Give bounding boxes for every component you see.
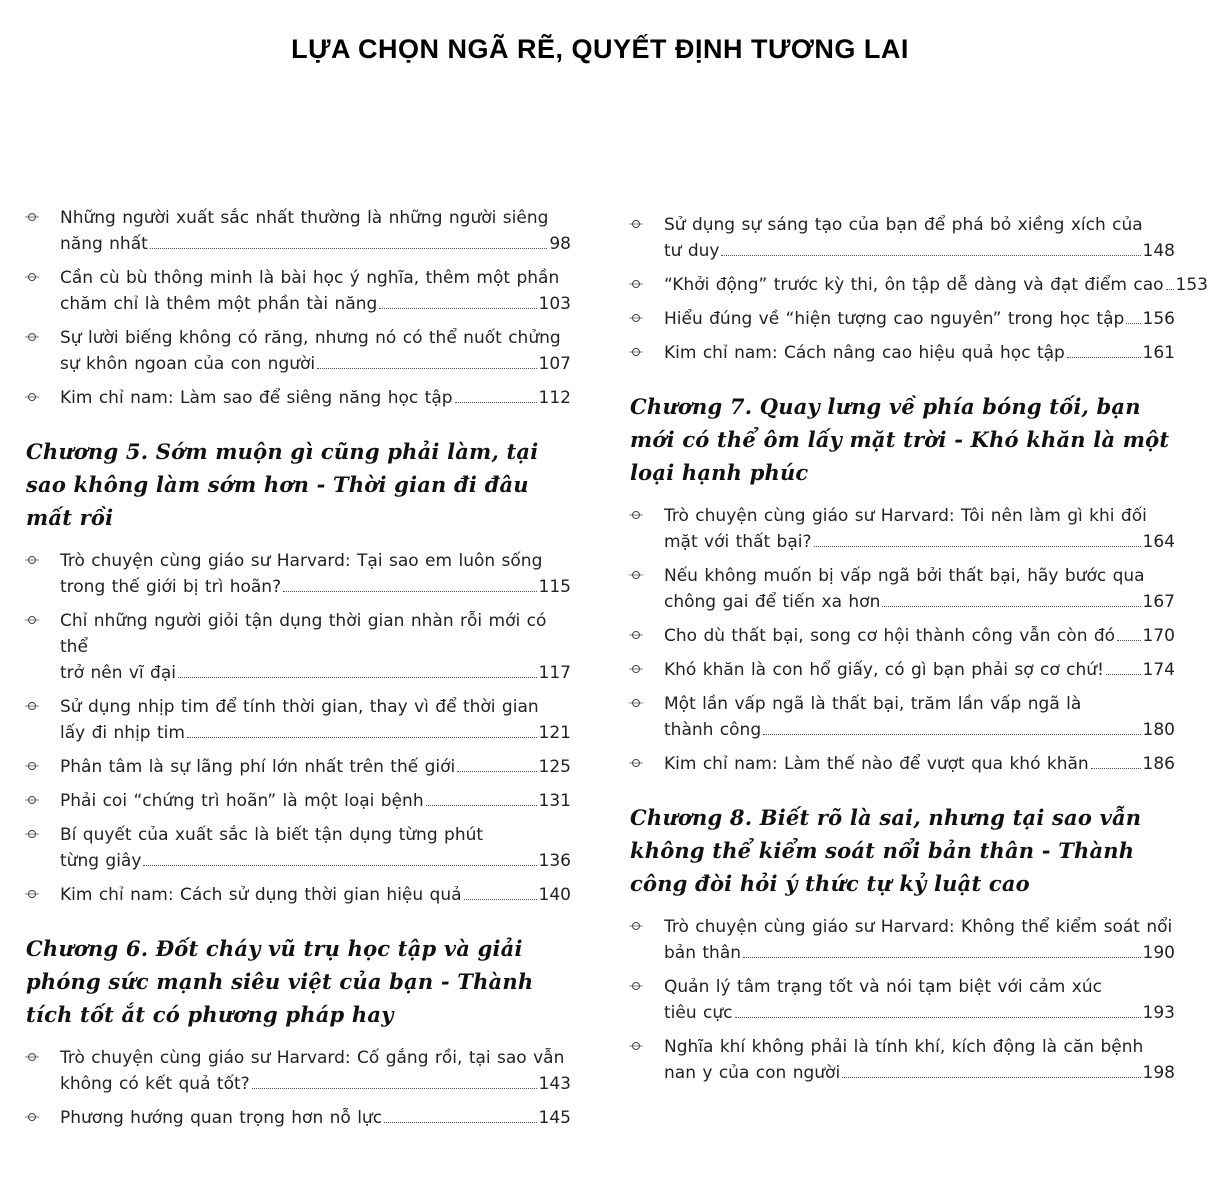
entry-title-end: từng giây [60,851,142,871]
dot-leader [150,248,548,249]
bullet-icon [28,890,36,898]
entry-leader-line [664,589,1175,615]
dot-leader [763,734,1140,735]
toc-entry [26,1105,571,1131]
page-number: 170 [1142,626,1175,646]
entry-leader-line [664,238,1175,264]
page-number: 193 [1142,1003,1175,1023]
entry-leader-line [664,717,1175,743]
page-title: LỰA CHỌN NGÃ RẼ, QUYẾT ĐỊNH TƯƠNG LAI [291,34,909,64]
bullet-icon [632,922,640,930]
entry-title-end: tiêu cực [664,1003,733,1023]
page-number: 115 [538,577,571,597]
entry-title-end: nan y của con người [664,1063,841,1083]
toc-entry [26,788,571,814]
dot-leader [283,591,536,592]
entry-leader-line [60,754,571,780]
entry-title-end: trong thế giới bị trì hoãn? [60,577,282,597]
entry-title-end: không có kết quả tốt? [60,1074,250,1094]
entry-title-end: bản thân [664,943,742,963]
bullet-icon [632,348,640,356]
entry-title-end: sự khôn ngoan của con người [60,354,316,374]
bullet-icon [28,393,36,401]
entry-leader-line [60,291,571,317]
bullet-icon [28,762,36,770]
toc-entry [26,548,571,600]
toc-entry [630,1034,1175,1086]
entry-title-end: Khó khăn là con hổ giấy, có gì bạn phải sợ cơ chứ! [664,660,1104,680]
bullet-icon [28,213,36,221]
toc-entry [630,306,1175,332]
toc-entry [26,694,571,746]
entry-title-line: Cần cù bù thông minh là bài học ý nghĩa, thêm một phần [60,268,560,288]
entry-title-end: mặt với thất bại? [664,532,812,552]
toc-entry [26,608,571,686]
bullet-icon [632,631,640,639]
toc-entry [630,340,1175,366]
entry-title-end: Phân tâm là sự lãng phí lớn nhất trên thế giới [60,757,456,777]
page-number: 180 [1142,720,1175,740]
dot-leader [143,865,536,866]
entry-title-line: Bí quyết của xuất sắc là biết tận dụng từng phút [60,825,484,845]
bullet-icon [632,982,640,990]
entry-title-line: Nghĩa khí không phải là tính khí, kích động là căn bệnh [664,1037,1144,1057]
page-number: 161 [1142,343,1175,363]
entry-leader-line [664,751,1175,777]
page-number: 121 [538,723,571,743]
entry-title-end: “Khởi động” trước kỳ thi, ôn tập dễ dàng và đạt điểm cao [664,275,1164,295]
page-number: 125 [538,757,571,777]
toc-entry [26,265,571,317]
bullet-icon [28,1053,36,1061]
entry-leader-line [664,529,1175,555]
page-number: 190 [1142,943,1175,963]
entry-group [26,205,571,411]
dot-leader [426,805,537,806]
entry-title-line: Trò chuyện cùng giáo sư Harvard: Tôi nên làm gì khi đối [664,506,1147,526]
entry-title-line: Sử dụng sự sáng tạo của bạn để phá bỏ xiềng xích của [664,215,1143,235]
entry-title-line: Một lần vấp ngã là thất bại, trăm lần vấp ngã là [664,694,1082,714]
toc-entry [630,914,1175,966]
entry-title-end: thành công [664,720,762,740]
entry-leader-line [664,306,1175,332]
page-number: 103 [538,294,571,314]
entry-leader-line [664,1000,1175,1026]
bullet-icon [28,830,36,838]
entry-leader-line [664,940,1175,966]
toc-entry [26,754,571,780]
entry-leader-line [60,351,571,377]
entry-title-end: Hiểu đúng về “hiện tượng cao nguyên” trong học tập [664,309,1125,329]
entry-title-line: Sự lười biếng không có răng, nhưng nó có thể nuốt chửng [60,328,561,348]
toc-entry [630,212,1175,264]
toc-entry [630,563,1175,615]
toc-entry [630,272,1208,298]
entry-leader-line [60,1105,571,1131]
toc-entry [630,751,1175,777]
entry-title-line: Quản lý tâm trạng tốt và nói tạm biệt với cảm xúc [664,977,1102,997]
dot-leader [178,677,537,678]
toc-entry [630,623,1175,649]
dot-leader [814,546,1141,547]
toc-entry [26,385,571,411]
toc-entry [26,822,571,874]
dot-leader [252,1088,537,1089]
entry-title-end: lấy đi nhịp tim [60,723,185,743]
entry-title-end: tư duy [664,241,720,261]
toc-right-column [630,212,1208,1094]
chapter-heading: Chương 5. Sớm muộn gì cũng phải làm, tại sao không làm sớm hơn - Thời gian đi đâu mất rồi [26,439,539,530]
entry-leader-line [60,385,571,411]
page-number: 174 [1142,660,1175,680]
bullet-icon [632,220,640,228]
page-number: 198 [1142,1063,1175,1083]
entry-title-end: Phải coi “chứng trì hoãn” là một loại bệnh [60,791,424,811]
dot-leader [1091,768,1141,769]
bullet-icon [28,796,36,804]
entry-title-line: Sử dụng nhịp tim để tính thời gian, thay vì để thời gian [60,697,539,717]
entry-group [630,914,1175,1086]
bullet-icon [632,314,640,322]
dot-leader [384,1122,536,1123]
entry-leader-line [60,882,571,908]
entry-group [26,548,571,908]
bullet-icon [28,273,36,281]
entry-leader-line [60,788,571,814]
dot-leader [317,368,536,369]
chapter-heading: Chương 7. Quay lưng về phía bóng tối, bạn mới có thể ôm lấy mặt trời - Khó khăn là một loại hạnh phúc [630,394,1170,485]
page-number: 153 [1175,275,1208,295]
toc-left-column [26,205,571,1139]
bullet-icon [632,571,640,579]
toc-entry [630,503,1175,555]
entry-title-line: Chỉ những người giỏi tận dụng thời gian nhàn rỗi mới có thể [60,611,547,657]
entry-group [26,1045,571,1131]
dot-leader [187,737,537,738]
toc-entry [630,691,1175,743]
dot-leader [457,771,536,772]
entry-leader-line [60,574,571,600]
page-number: 140 [538,885,571,905]
bullet-icon [28,616,36,624]
page-number: 156 [1142,309,1175,329]
dot-leader [1166,289,1174,290]
dot-leader [1106,674,1141,675]
page-number: 98 [549,234,571,254]
entry-title-line: Nếu không muốn bị vấp ngã bởi thất bại, hãy bước qua [664,566,1145,586]
toc-entry [26,325,571,377]
entry-title-end: Cho dù thất bại, song cơ hội thành công vẫn còn đó [664,626,1116,646]
page-number: 164 [1142,532,1175,552]
dot-leader [743,957,1141,958]
entry-leader-line [664,1060,1175,1086]
page-number: 117 [538,663,571,683]
entry-title-end: Phương hướng quan trọng hơn nỗ lực [60,1108,383,1128]
dot-leader [1117,640,1140,641]
entry-title-end: Kim chỉ nam: Cách sử dụng thời gian hiệu quả [60,885,462,905]
page-number: 136 [538,851,571,871]
toc-entry [26,205,571,257]
page-number: 131 [538,791,571,811]
entry-title-line: Những người xuất sắc nhất thường là những người siêng [60,208,549,228]
page-number: 145 [538,1108,571,1128]
entry-title-end: Kim chỉ nam: Làm thế nào để vượt qua khó khăn [664,754,1089,774]
dot-leader [464,899,537,900]
entry-leader-line [60,720,571,746]
bullet-icon [632,759,640,767]
entry-leader-line [664,657,1175,683]
dot-leader [379,308,536,309]
dot-leader [842,1077,1140,1078]
bullet-icon [632,665,640,673]
toc-entry [26,882,571,908]
chapter-heading: Chương 6. Đốt cháy vũ trụ học tập và giải phóng sức mạnh siêu việt của bạn - Thành tích tốt ắt có phương pháp hay [26,936,534,1027]
entry-title-end: năng nhất [60,234,148,254]
bullet-icon [28,333,36,341]
dot-leader [882,606,1140,607]
bullet-icon [28,1113,36,1121]
entry-group [630,503,1175,777]
bullet-icon [632,511,640,519]
entry-leader-line [664,272,1208,298]
page-number: 148 [1142,241,1175,261]
entry-title-end: chông gai để tiến xa hơn [664,592,881,612]
dot-leader [1067,357,1141,358]
toc-entry [630,974,1175,1026]
dot-leader [455,402,537,403]
chapter-heading: Chương 8. Biết rõ là sai, nhưng tại sao vẫn không thể kiểm soát nổi bản thân - Thành công đòi hỏi ý thức tự kỷ luật cao [630,805,1142,896]
page-number: 167 [1142,592,1175,612]
dot-leader [721,255,1140,256]
entry-leader-line [664,623,1175,649]
entry-title-line: Trò chuyện cùng giáo sư Harvard: Tại sao em luôn sống [60,551,543,571]
entry-title-line: Trò chuyện cùng giáo sư Harvard: Cố gắng rồi, tại sao vẫn [60,1048,565,1068]
bullet-icon [632,280,640,288]
entry-leader-line [60,231,571,257]
bullet-icon [632,699,640,707]
toc-entry [26,1045,571,1097]
entry-leader-line [664,340,1175,366]
dot-leader [735,1017,1141,1018]
bullet-icon [28,702,36,710]
dot-leader [1126,323,1140,324]
page-number: 186 [1142,754,1175,774]
entry-title-end: Kim chỉ nam: Làm sao để siêng năng học tập [60,388,453,408]
entry-group [630,212,1208,366]
entry-leader-line [60,1071,571,1097]
entry-title-end: trở nên vĩ đại [60,663,176,683]
toc-entry [630,657,1175,683]
bullet-icon [632,1042,640,1050]
page-number: 112 [538,388,571,408]
entry-leader-line [60,660,571,686]
entry-title-end: chăm chỉ là thêm một phần tài năng [60,294,378,314]
bullet-icon [28,556,36,564]
page-number: 143 [538,1074,571,1094]
entry-title-line: Trò chuyện cùng giáo sư Harvard: Không thể kiểm soát nổi [664,917,1173,937]
entry-leader-line [60,848,571,874]
entry-title-end: Kim chỉ nam: Cách nâng cao hiệu quả học tập [664,343,1065,363]
page-number: 107 [538,354,571,374]
